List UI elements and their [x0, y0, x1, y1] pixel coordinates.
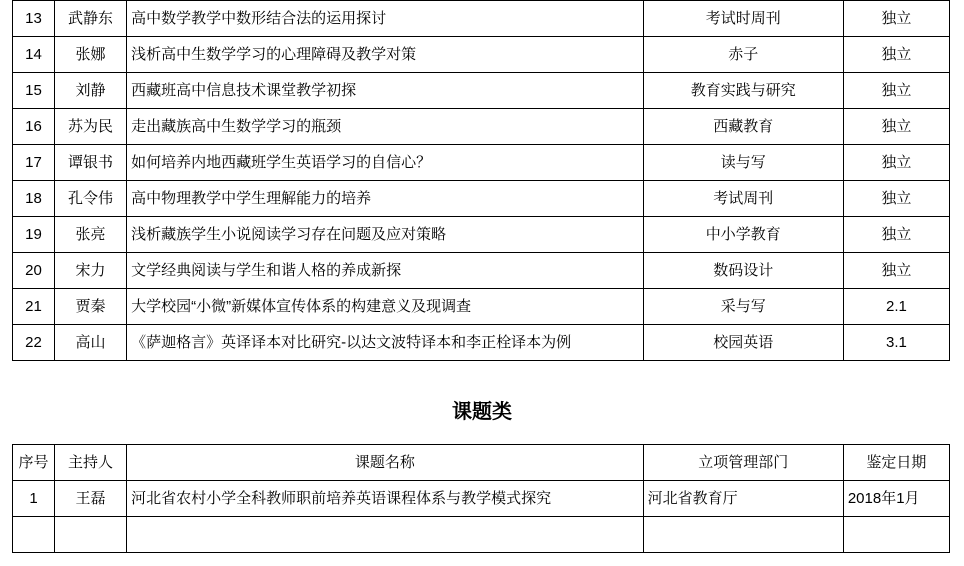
table-row-partial: [13, 517, 950, 553]
cell-title: 文学经典阅读与学生和谐人格的养成新探: [127, 253, 644, 289]
table-row: [13, 181, 950, 217]
section-heading-project: 课题类: [452, 401, 512, 423]
cell-num: 20: [13, 253, 55, 289]
cell-title: 走出藏族高中生数学学习的瓶颈: [127, 109, 644, 145]
cell-host: 王磊: [55, 481, 127, 517]
table-row: [13, 37, 950, 73]
cell-rank: 独立: [843, 181, 949, 217]
cell-publication: 采与写: [643, 289, 843, 325]
cell-rank: 独立: [843, 73, 949, 109]
table-row: [13, 109, 950, 145]
cell-num: 16: [13, 109, 55, 145]
column-header-title: 课题名称: [127, 445, 644, 481]
spacer: [0, 361, 964, 395]
cell-num: [13, 517, 55, 553]
spacer: [0, 424, 964, 444]
column-header-date: 鉴定日期: [843, 445, 949, 481]
cell-dept: [643, 517, 843, 553]
table-row: [13, 217, 950, 253]
cell-num: 15: [13, 73, 55, 109]
cell-author: 刘静: [55, 73, 127, 109]
cell-num: 17: [13, 145, 55, 181]
cell-rank: 独立: [843, 1, 949, 37]
cell-title: 西藏班高中信息技术课堂教学初探: [127, 73, 644, 109]
cell-num: 22: [13, 325, 55, 361]
cell-publication: 校园英语: [643, 325, 843, 361]
cell-title: 浅析高中生数学学习的心理障碍及教学对策: [127, 37, 644, 73]
cell-publication: 教育实践与研究: [643, 73, 843, 109]
cell-rank: 独立: [843, 217, 949, 253]
cell-author: 谭银书: [55, 145, 127, 181]
cell-publication: 考试周刊: [643, 181, 843, 217]
cell-rank: 独立: [843, 145, 949, 181]
cell-publication: 赤子: [643, 37, 843, 73]
column-header-num: 序号: [13, 445, 55, 481]
cell-title: 高中数学教学中数形结合法的运用探讨: [127, 1, 644, 37]
cell-num: 21: [13, 289, 55, 325]
cell-publication: 西藏教育: [643, 109, 843, 145]
table-row: [13, 253, 950, 289]
cell-num: 14: [13, 37, 55, 73]
cell-date: 2018年1月: [843, 481, 949, 517]
cell-title: 高中物理教学中学生理解能力的培养: [127, 181, 644, 217]
cell-author: 贾秦: [55, 289, 127, 325]
cell-title: 浅析藏族学生小说阅读学习存在问题及应对策略: [127, 217, 644, 253]
project-table-body: [13, 445, 950, 553]
cell-title: 如何培养内地西藏班学生英语学习的自信心？: [127, 145, 644, 181]
table-header-row: [13, 445, 950, 481]
cell-num: 19: [13, 217, 55, 253]
cell-publication: 考试时周刊: [643, 1, 843, 37]
cell-num: 1: [13, 481, 55, 517]
cell-author: 孔令伟: [55, 181, 127, 217]
cell-host: [55, 517, 127, 553]
table-row: [13, 481, 950, 517]
cell-author: 张亮: [55, 217, 127, 253]
paper-table-body: [13, 1, 950, 361]
cell-author: 张娜: [55, 37, 127, 73]
paper-list-table: [12, 0, 950, 361]
cell-title: 河北省农村小学全科教师职前培养英语课程体系与教学模式探究: [127, 481, 644, 517]
cell-publication: 中小学教育: [643, 217, 843, 253]
cell-dept: 河北省教育厅: [643, 481, 843, 517]
table-row: [13, 1, 950, 37]
column-header-host: 主持人: [55, 445, 127, 481]
cell-author: 武静东: [55, 1, 127, 37]
column-header-dept: 立项管理部门: [643, 445, 843, 481]
table-row: [13, 145, 950, 181]
table-row: [13, 289, 950, 325]
cell-rank: 2.1: [843, 289, 949, 325]
cell-title: 大学校园“小微”新媒体宣传体系的构建意义及现调查: [127, 289, 644, 325]
cell-rank: 独立: [843, 37, 949, 73]
cell-author: 高山: [55, 325, 127, 361]
cell-num: 18: [13, 181, 55, 217]
cell-rank: 独立: [843, 109, 949, 145]
cell-title: [127, 517, 644, 553]
cell-date: [843, 517, 949, 553]
table-row: [13, 73, 950, 109]
cell-author: 宋力: [55, 253, 127, 289]
project-list-table: [12, 444, 950, 553]
table-row: [13, 325, 950, 361]
cell-num: 13: [13, 1, 55, 37]
cell-publication: 读与写: [643, 145, 843, 181]
cell-title: 《萨迦格言》英译译本对比研究-以达文波特译本和李正栓译本为例: [127, 325, 644, 361]
cell-rank: 3.1: [843, 325, 949, 361]
cell-author: 苏为民: [55, 109, 127, 145]
cell-rank: 独立: [843, 253, 949, 289]
cell-publication: 数码设计: [643, 253, 843, 289]
